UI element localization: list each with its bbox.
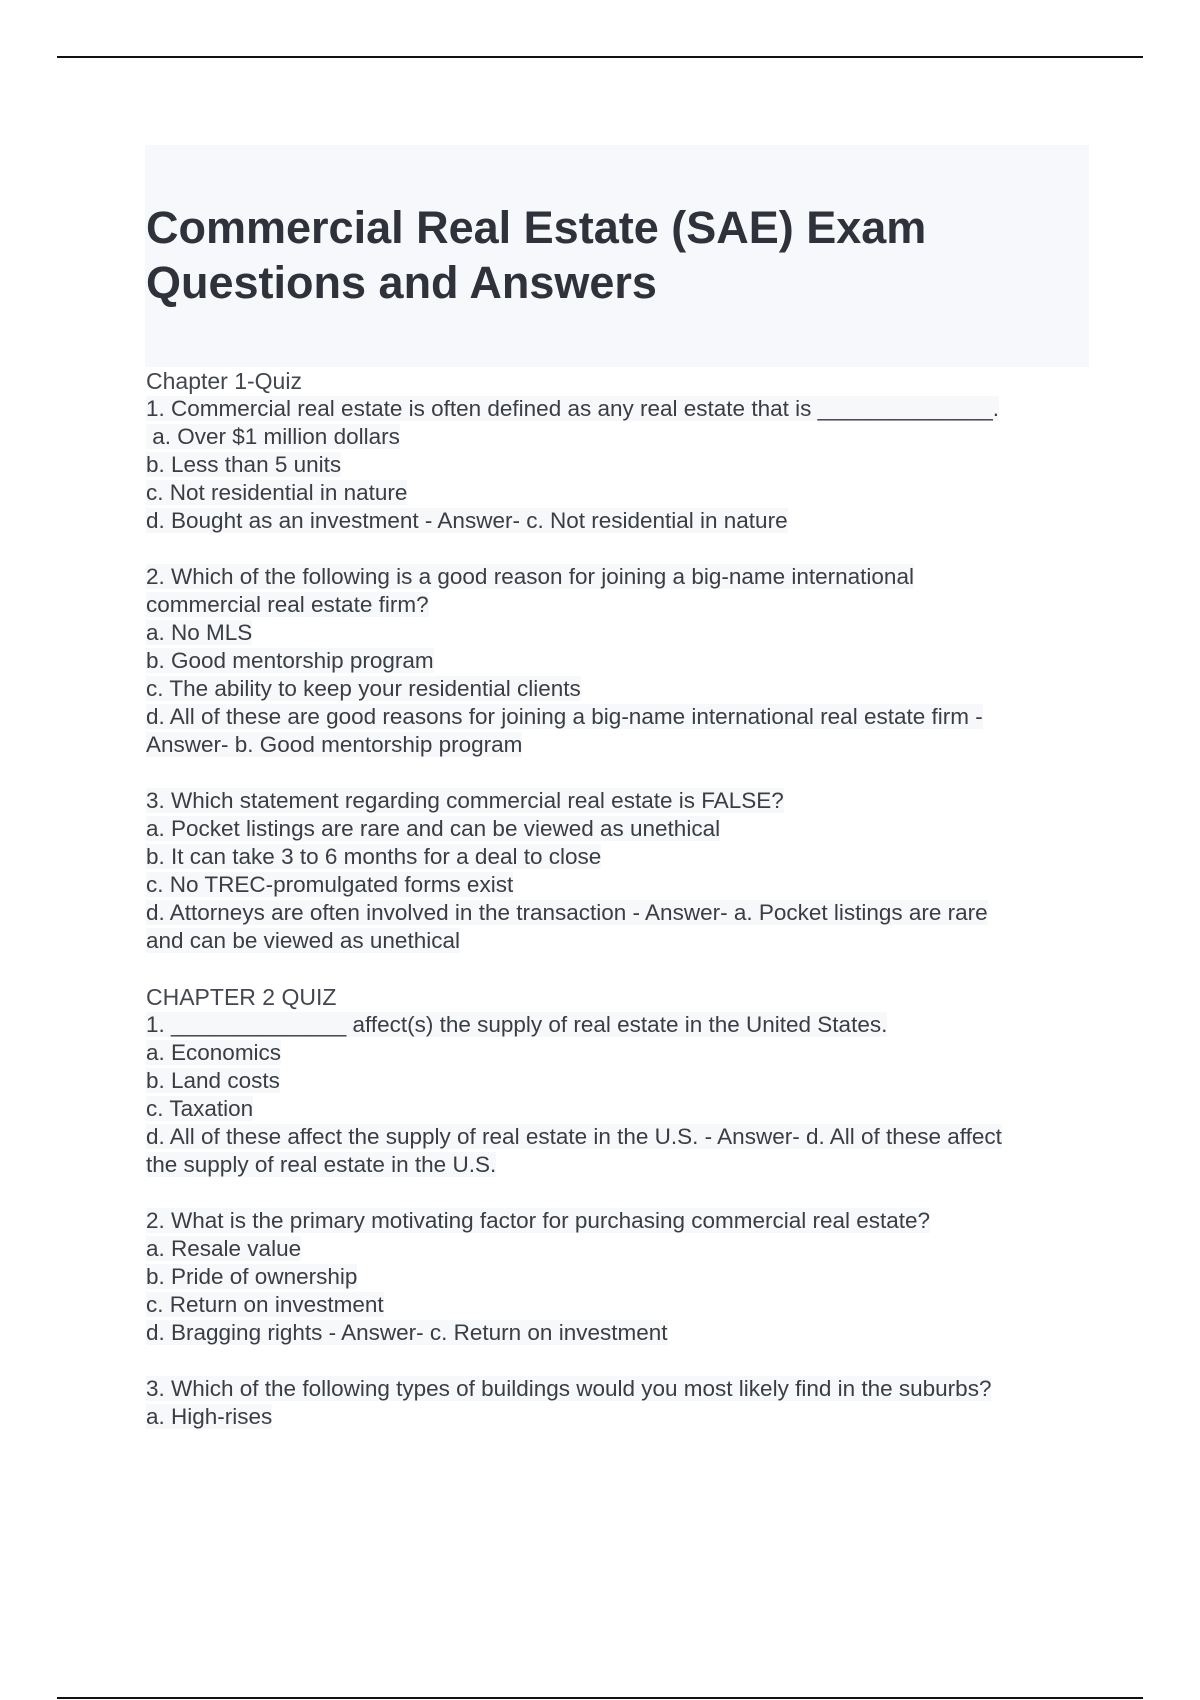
question-block: [146, 1011, 1086, 1179]
answer-option: [146, 1403, 1086, 1431]
bottom-rule: [57, 1697, 1143, 1699]
answer-option: [146, 703, 1086, 731]
answer-option: [146, 815, 1086, 843]
answer-option: [146, 479, 1086, 507]
document-body: [146, 367, 1086, 1459]
answer-option: [146, 423, 1086, 451]
answer-option: [146, 675, 1086, 703]
question-block: [146, 563, 1086, 759]
question-text: [146, 563, 1086, 591]
line-text: c. Return on investment: [146, 1292, 384, 1317]
line-text: d. Attorneys are often involved in the transaction - Answer- a. Pocket listings are rare: [146, 900, 988, 925]
line-text: 3. Which statement regarding commercial real estate is FALSE?: [146, 788, 784, 813]
line-text: c. No TREC-promulgated forms exist: [146, 872, 514, 897]
question-block: [146, 1375, 1086, 1431]
line-text: d. Bragging rights - Answer- c. Return on investment: [146, 1320, 668, 1345]
answer-option: [146, 1067, 1086, 1095]
line-text: 2. Which of the following is a good reason for joining a big-name international: [146, 564, 914, 589]
question-text: [146, 787, 1086, 815]
answer-option: [146, 1235, 1086, 1263]
line-text: commercial real estate firm?: [146, 592, 429, 617]
line-text: b. Good mentorship program: [146, 648, 434, 673]
line-text: b. Land costs: [146, 1068, 280, 1093]
line-text: a. No MLS: [146, 620, 253, 645]
answer-option: [146, 927, 1086, 955]
line-text: d. Bought as an investment - Answer- c. Not residential in nature: [146, 508, 788, 533]
answer-option: [146, 1291, 1086, 1319]
line-text: d. All of these affect the supply of real estate in the U.S. - Answer- d. All of these affect: [146, 1124, 1002, 1149]
answer-option: [146, 1263, 1086, 1291]
chapter-heading: Chapter 1-Quiz: [146, 368, 302, 394]
line-text: b. It can take 3 to 6 months for a deal to close: [146, 844, 602, 869]
answer-option: [146, 1151, 1086, 1179]
question-text: [146, 1207, 1086, 1235]
answer-option: [146, 871, 1086, 899]
question-text: [146, 395, 1086, 423]
line-text: c. Taxation: [146, 1096, 254, 1121]
top-rule: [57, 56, 1143, 58]
line-text: the supply of real estate in the U.S.: [146, 1152, 497, 1177]
question-block: [146, 395, 1086, 535]
chapter-heading: CHAPTER 2 QUIZ: [146, 984, 337, 1010]
line-text: a. Economics: [146, 1040, 282, 1065]
line-text: a. Pocket listings are rare and can be viewed as unethical: [146, 816, 721, 841]
answer-option: [146, 619, 1086, 647]
question-text: [146, 1011, 1086, 1039]
line-text: 3. Which of the following types of buildings would you most likely find in the suburbs?: [146, 1376, 992, 1401]
answer-option: [146, 451, 1086, 479]
line-text: 1. Commercial real estate is often defined as any real estate that is ______________.: [146, 396, 1000, 421]
question-block: [146, 787, 1086, 955]
answer-option: [146, 647, 1086, 675]
line-text: c. The ability to keep your residential clients: [146, 676, 581, 701]
answer-option: [146, 731, 1086, 759]
answer-option: [146, 1039, 1086, 1067]
chapter-section: [146, 983, 1086, 1431]
answer-option: [146, 591, 1086, 619]
chapter-section: [146, 367, 1086, 955]
document-title: Commercial Real Estate (SAE) Exam Questions and Answers: [146, 202, 927, 308]
line-text: b. Pride of ownership: [146, 1264, 358, 1289]
line-text: a. Resale value: [146, 1236, 302, 1261]
line-text: and can be viewed as unethical: [146, 928, 460, 953]
answer-option: [146, 1319, 1086, 1347]
answer-option: [146, 1123, 1086, 1151]
question-text: [146, 1375, 1086, 1403]
answer-option: [146, 843, 1086, 871]
line-text: b. Less than 5 units: [146, 452, 342, 477]
answer-option: [146, 899, 1086, 927]
line-text: 1. ______________ affect(s) the supply of real estate in the United States.: [146, 1012, 888, 1037]
line-text: Answer- b. Good mentorship program: [146, 732, 523, 757]
answer-option: [146, 1095, 1086, 1123]
question-block: [146, 1207, 1086, 1347]
line-text: a. Over $1 million dollars: [146, 424, 400, 449]
line-text: a. High-rises: [146, 1404, 273, 1429]
line-text: c. Not residential in nature: [146, 480, 408, 505]
line-text: 2. What is the primary motivating factor for purchasing commercial real estate?: [146, 1208, 931, 1233]
line-text: d. All of these are good reasons for joining a big-name international real estate firm -: [146, 704, 983, 729]
answer-option: [146, 507, 1086, 535]
